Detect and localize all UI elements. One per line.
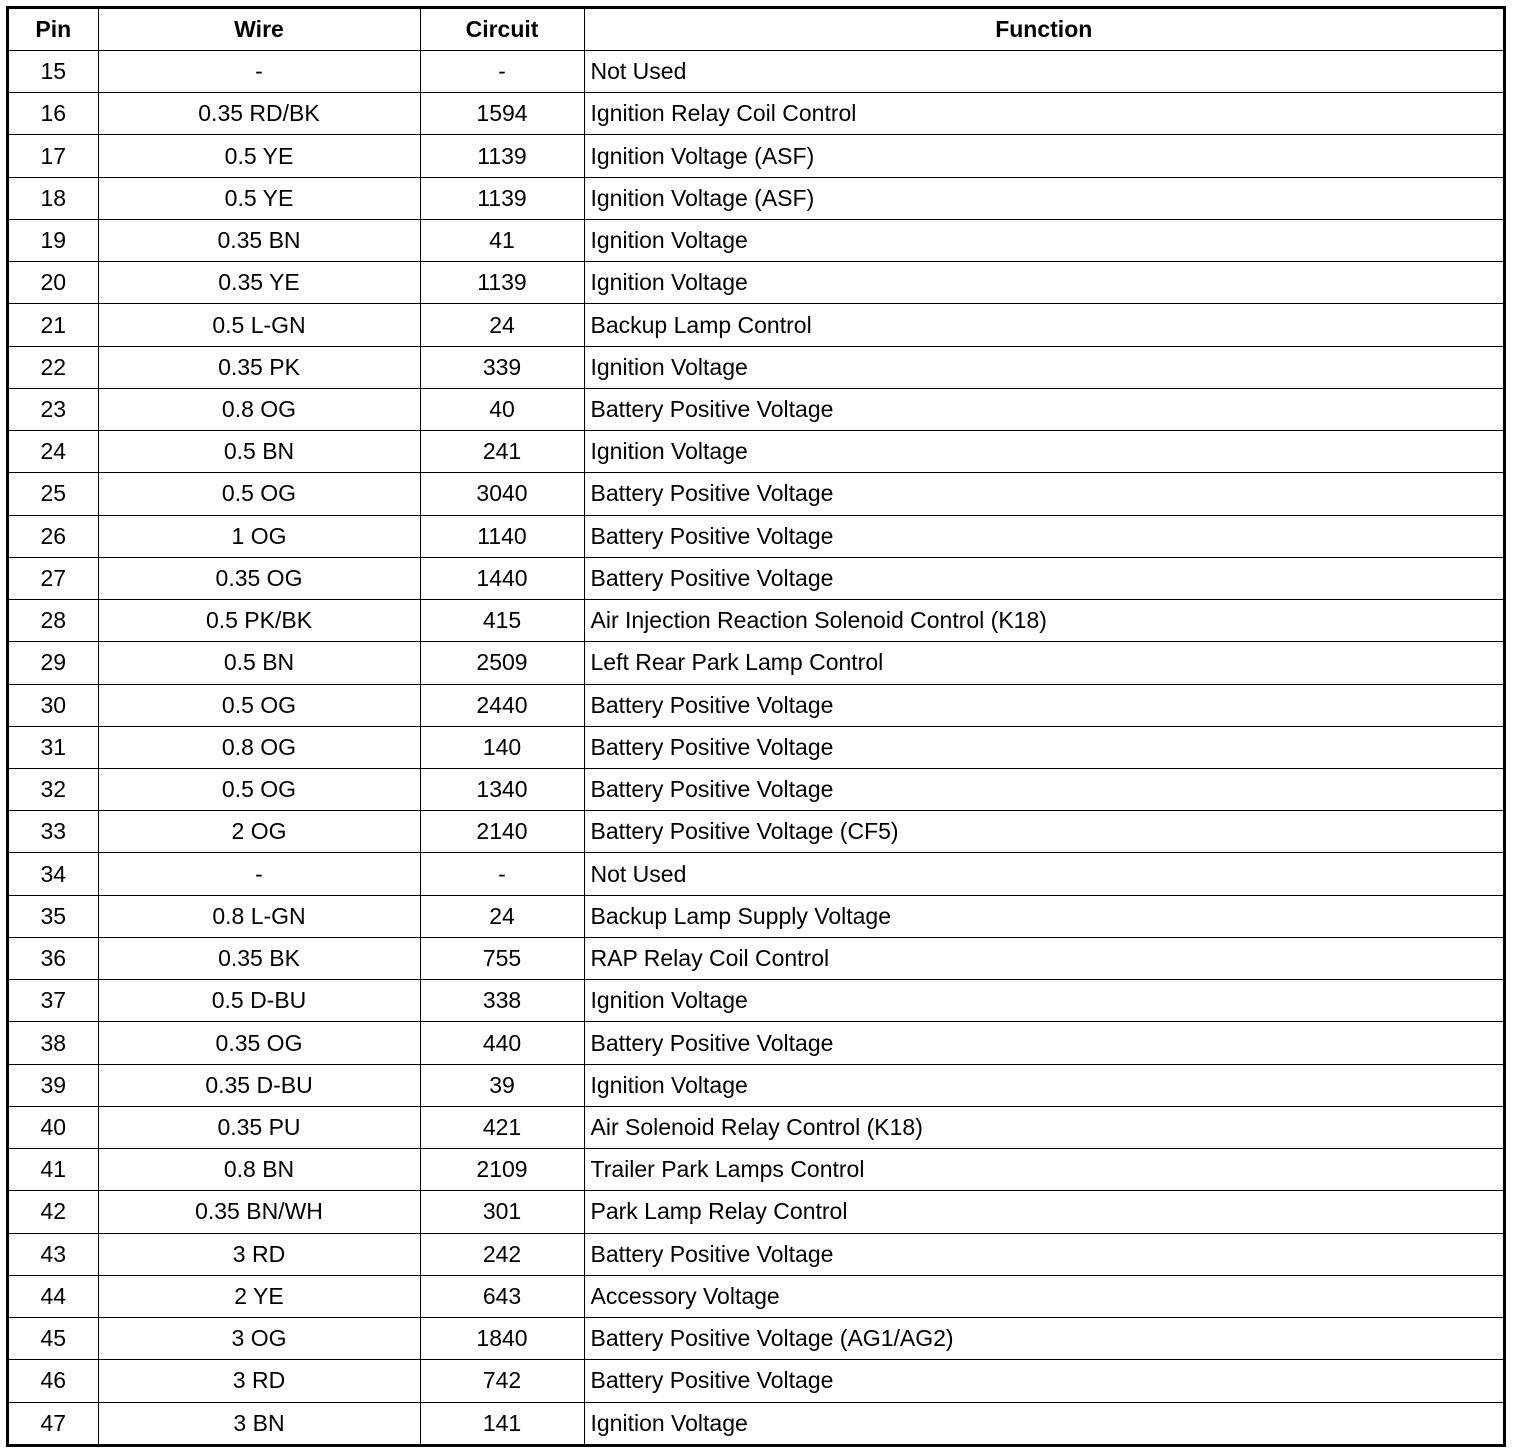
cell-function: Battery Positive Voltage (CF5) bbox=[584, 811, 1503, 853]
cell-circuit: 41 bbox=[420, 219, 584, 261]
cell-circuit: 1139 bbox=[420, 135, 584, 177]
cell-function: Ignition Voltage bbox=[584, 980, 1503, 1022]
table-row bbox=[9, 895, 1503, 937]
cell-pin: 16 bbox=[9, 93, 98, 135]
cell-circuit: 755 bbox=[420, 937, 584, 979]
cell-circuit: 24 bbox=[420, 895, 584, 937]
cell-wire: 0.8 OG bbox=[98, 726, 420, 768]
cell-wire: 2 YE bbox=[98, 1275, 420, 1317]
table-row bbox=[9, 1360, 1503, 1402]
header-wire: Wire bbox=[98, 9, 420, 51]
table-row bbox=[9, 768, 1503, 810]
cell-circuit: 241 bbox=[420, 431, 584, 473]
table-row bbox=[9, 473, 1503, 515]
cell-function: RAP Relay Coil Control bbox=[584, 937, 1503, 979]
header-row bbox=[9, 9, 1503, 51]
cell-circuit: 2140 bbox=[420, 811, 584, 853]
cell-circuit: 3040 bbox=[420, 473, 584, 515]
table-row bbox=[9, 51, 1503, 93]
cell-function: Ignition Voltage bbox=[584, 1064, 1503, 1106]
cell-wire: 3 BN bbox=[98, 1402, 420, 1444]
cell-circuit: 1340 bbox=[420, 768, 584, 810]
table-header bbox=[9, 9, 1503, 51]
cell-circuit: - bbox=[420, 853, 584, 895]
table-row bbox=[9, 1106, 1503, 1148]
cell-function: Backup Lamp Supply Voltage bbox=[584, 895, 1503, 937]
cell-function: Battery Positive Voltage bbox=[584, 1360, 1503, 1402]
cell-wire: 1 OG bbox=[98, 515, 420, 557]
table-row bbox=[9, 811, 1503, 853]
table-row bbox=[9, 980, 1503, 1022]
cell-circuit: 421 bbox=[420, 1106, 584, 1148]
table-row bbox=[9, 600, 1503, 642]
cell-wire: 0.5 OG bbox=[98, 473, 420, 515]
cell-pin: 47 bbox=[9, 1402, 98, 1444]
cell-function: Ignition Relay Coil Control bbox=[584, 93, 1503, 135]
cell-pin: 28 bbox=[9, 600, 98, 642]
cell-circuit: 2509 bbox=[420, 642, 584, 684]
cell-function: Ignition Voltage bbox=[584, 1402, 1503, 1444]
cell-pin: 37 bbox=[9, 980, 98, 1022]
cell-pin: 30 bbox=[9, 684, 98, 726]
cell-circuit: 1594 bbox=[420, 93, 584, 135]
cell-function: Battery Positive Voltage bbox=[584, 388, 1503, 430]
cell-circuit: 339 bbox=[420, 346, 584, 388]
cell-pin: 20 bbox=[9, 262, 98, 304]
cell-function: Ignition Voltage bbox=[584, 219, 1503, 261]
connector-pinout-table bbox=[6, 6, 1506, 1447]
cell-pin: 25 bbox=[9, 473, 98, 515]
cell-pin: 34 bbox=[9, 853, 98, 895]
table-row bbox=[9, 642, 1503, 684]
cell-circuit: 1440 bbox=[420, 557, 584, 599]
cell-circuit: 742 bbox=[420, 1360, 584, 1402]
cell-wire: 0.35 PU bbox=[98, 1106, 420, 1148]
cell-circuit: 643 bbox=[420, 1275, 584, 1317]
cell-wire: 0.5 L-GN bbox=[98, 304, 420, 346]
cell-circuit: 301 bbox=[420, 1191, 584, 1233]
cell-function: Battery Positive Voltage bbox=[584, 515, 1503, 557]
cell-function: Ignition Voltage bbox=[584, 346, 1503, 388]
cell-wire: 0.5 OG bbox=[98, 768, 420, 810]
table-row bbox=[9, 1402, 1503, 1444]
cell-circuit: 440 bbox=[420, 1022, 584, 1064]
cell-wire: 0.35 BN bbox=[98, 219, 420, 261]
table-row bbox=[9, 346, 1503, 388]
table-row bbox=[9, 219, 1503, 261]
cell-function: Backup Lamp Control bbox=[584, 304, 1503, 346]
cell-circuit: 338 bbox=[420, 980, 584, 1022]
cell-function: Battery Positive Voltage bbox=[584, 684, 1503, 726]
cell-pin: 32 bbox=[9, 768, 98, 810]
pinout-table bbox=[9, 9, 1503, 1444]
cell-function: Battery Positive Voltage bbox=[584, 1022, 1503, 1064]
cell-circuit: 2440 bbox=[420, 684, 584, 726]
cell-circuit: 1139 bbox=[420, 262, 584, 304]
cell-wire: 0.35 BK bbox=[98, 937, 420, 979]
cell-pin: 22 bbox=[9, 346, 98, 388]
cell-circuit: 2109 bbox=[420, 1149, 584, 1191]
cell-wire: 0.5 PK/BK bbox=[98, 600, 420, 642]
cell-function: Ignition Voltage bbox=[584, 431, 1503, 473]
cell-pin: 17 bbox=[9, 135, 98, 177]
cell-pin: 19 bbox=[9, 219, 98, 261]
table-row bbox=[9, 1233, 1503, 1275]
cell-circuit: 242 bbox=[420, 1233, 584, 1275]
cell-circuit: 415 bbox=[420, 600, 584, 642]
cell-function: Accessory Voltage bbox=[584, 1275, 1503, 1317]
table-row bbox=[9, 177, 1503, 219]
cell-function: Air Injection Reaction Solenoid Control (K18) bbox=[584, 600, 1503, 642]
table-row bbox=[9, 431, 1503, 473]
table-row bbox=[9, 1022, 1503, 1064]
cell-wire: 0.5 D-BU bbox=[98, 980, 420, 1022]
table-row bbox=[9, 853, 1503, 895]
cell-wire: 0.5 OG bbox=[98, 684, 420, 726]
cell-pin: 24 bbox=[9, 431, 98, 473]
cell-pin: 21 bbox=[9, 304, 98, 346]
cell-function: Not Used bbox=[584, 853, 1503, 895]
table-row bbox=[9, 93, 1503, 135]
cell-wire: 0.35 OG bbox=[98, 557, 420, 599]
cell-wire: 0.35 RD/BK bbox=[98, 93, 420, 135]
cell-function: Ignition Voltage (ASF) bbox=[584, 177, 1503, 219]
cell-function: Ignition Voltage (ASF) bbox=[584, 135, 1503, 177]
table-row bbox=[9, 1064, 1503, 1106]
cell-circuit: - bbox=[420, 51, 584, 93]
cell-pin: 44 bbox=[9, 1275, 98, 1317]
cell-wire: 0.35 D-BU bbox=[98, 1064, 420, 1106]
cell-pin: 29 bbox=[9, 642, 98, 684]
cell-circuit: 141 bbox=[420, 1402, 584, 1444]
cell-wire: 3 OG bbox=[98, 1318, 420, 1360]
cell-pin: 15 bbox=[9, 51, 98, 93]
cell-function: Battery Positive Voltage (AG1/AG2) bbox=[584, 1318, 1503, 1360]
header-function: Function bbox=[584, 9, 1503, 51]
cell-pin: 26 bbox=[9, 515, 98, 557]
cell-pin: 46 bbox=[9, 1360, 98, 1402]
cell-wire: 0.35 BN/WH bbox=[98, 1191, 420, 1233]
cell-wire: 0.35 PK bbox=[98, 346, 420, 388]
cell-wire: 0.5 YE bbox=[98, 177, 420, 219]
table-row bbox=[9, 515, 1503, 557]
table-row bbox=[9, 684, 1503, 726]
cell-pin: 35 bbox=[9, 895, 98, 937]
cell-circuit: 1840 bbox=[420, 1318, 584, 1360]
cell-pin: 42 bbox=[9, 1191, 98, 1233]
cell-wire: 0.8 BN bbox=[98, 1149, 420, 1191]
cell-wire: 3 RD bbox=[98, 1360, 420, 1402]
cell-pin: 36 bbox=[9, 937, 98, 979]
cell-pin: 23 bbox=[9, 388, 98, 430]
table-row bbox=[9, 388, 1503, 430]
cell-wire: 0.5 BN bbox=[98, 431, 420, 473]
cell-function: Battery Positive Voltage bbox=[584, 768, 1503, 810]
header-pin: Pin bbox=[9, 9, 98, 51]
cell-pin: 27 bbox=[9, 557, 98, 599]
table-body bbox=[9, 51, 1503, 1445]
cell-circuit: 40 bbox=[420, 388, 584, 430]
table-row bbox=[9, 304, 1503, 346]
table-row bbox=[9, 1318, 1503, 1360]
table-row bbox=[9, 937, 1503, 979]
cell-wire: 2 OG bbox=[98, 811, 420, 853]
table-row bbox=[9, 1275, 1503, 1317]
cell-function: Left Rear Park Lamp Control bbox=[584, 642, 1503, 684]
cell-wire: 0.35 YE bbox=[98, 262, 420, 304]
cell-wire: 0.5 BN bbox=[98, 642, 420, 684]
cell-wire: 0.8 L-GN bbox=[98, 895, 420, 937]
table-row bbox=[9, 726, 1503, 768]
cell-pin: 33 bbox=[9, 811, 98, 853]
cell-wire: 3 RD bbox=[98, 1233, 420, 1275]
cell-function: Battery Positive Voltage bbox=[584, 473, 1503, 515]
header-circuit: Circuit bbox=[420, 9, 584, 51]
cell-circuit: 1139 bbox=[420, 177, 584, 219]
cell-pin: 43 bbox=[9, 1233, 98, 1275]
cell-function: Battery Positive Voltage bbox=[584, 557, 1503, 599]
cell-wire: 0.5 YE bbox=[98, 135, 420, 177]
cell-wire: - bbox=[98, 853, 420, 895]
cell-function: Ignition Voltage bbox=[584, 262, 1503, 304]
cell-pin: 39 bbox=[9, 1064, 98, 1106]
cell-function: Air Solenoid Relay Control (K18) bbox=[584, 1106, 1503, 1148]
table-row bbox=[9, 1149, 1503, 1191]
cell-wire: - bbox=[98, 51, 420, 93]
table-row bbox=[9, 262, 1503, 304]
cell-pin: 18 bbox=[9, 177, 98, 219]
cell-function: Park Lamp Relay Control bbox=[584, 1191, 1503, 1233]
cell-pin: 31 bbox=[9, 726, 98, 768]
cell-pin: 41 bbox=[9, 1149, 98, 1191]
cell-function: Battery Positive Voltage bbox=[584, 1233, 1503, 1275]
cell-pin: 38 bbox=[9, 1022, 98, 1064]
table-row bbox=[9, 135, 1503, 177]
cell-wire: 0.35 OG bbox=[98, 1022, 420, 1064]
cell-function: Not Used bbox=[584, 51, 1503, 93]
cell-circuit: 1140 bbox=[420, 515, 584, 557]
cell-circuit: 24 bbox=[420, 304, 584, 346]
cell-pin: 45 bbox=[9, 1318, 98, 1360]
cell-circuit: 140 bbox=[420, 726, 584, 768]
cell-circuit: 39 bbox=[420, 1064, 584, 1106]
cell-function: Trailer Park Lamps Control bbox=[584, 1149, 1503, 1191]
table-row bbox=[9, 1191, 1503, 1233]
cell-function: Battery Positive Voltage bbox=[584, 726, 1503, 768]
cell-wire: 0.8 OG bbox=[98, 388, 420, 430]
cell-pin: 40 bbox=[9, 1106, 98, 1148]
table-row bbox=[9, 557, 1503, 599]
